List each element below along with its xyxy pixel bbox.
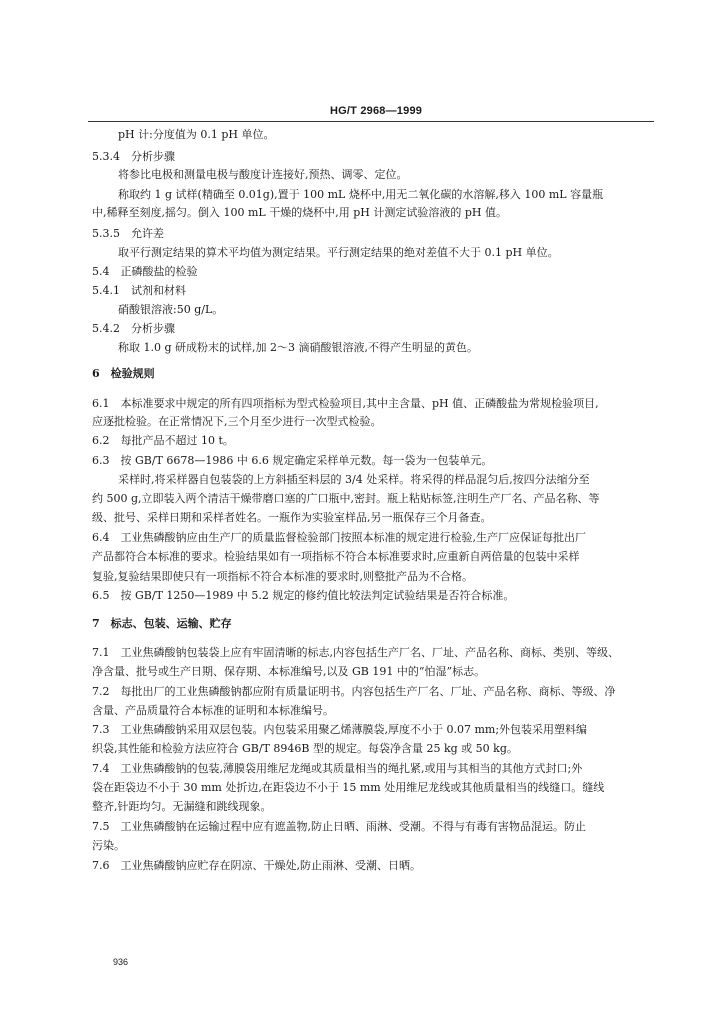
text-line: 污染。 [92,839,125,852]
text-line: 取平行测定结果的算术平均值为测定结果。平行测定结果的绝对差值不大于 0.1 pH 单位。 [118,246,559,259]
text-line: 7.2 每批出厂的工业焦磷酸钠都应附有质量证明书。内容包括生产厂名、厂址、产品名称、商标、等级、净 [92,685,616,698]
text-line: 7.1 工业焦磷酸钠包装袋上应有牢固清晰的标志,内容包括生产厂名、厂址、产品名称、商标、类别、等级、 [92,646,619,659]
text-line: 产品都符合本标准的要求。检验结果如有一项指标不符合本标准要求时,应重新自两倍量的包装中采样 [92,550,580,563]
text-line: 中,稀释至刻度,摇匀。倒入 100 mL 干燥的烧杯中,用 pH 计测定试验溶液的 pH 值。 [92,206,507,219]
text-line: 称取 1.0 g 研成粉末的试样,加 2～3 滴硝酸银溶液,不得产生明显的黄色。 [118,341,479,354]
text-line: 整齐,针距均匀。无漏缝和跳线现象。 [92,800,272,813]
text-line: 6.2 每批产品不超过 10 t。 [92,434,234,447]
text-line: 6.1 本标准要求中规定的所有四项指标为型式检验项目,其中主含量、pH 值、正磷酸盐为常规检验项目, [92,397,599,410]
text-line: 应逐批检验。在正常情况下,三个月至少进行一次型式检验。 [92,415,382,428]
text-line: 复验,复验结果即使只有一项指标不符合本标准的要求时,则整批产品为不合格。 [92,570,473,583]
chapter-heading: 7 标志、包装、运输、贮存 [92,617,232,630]
text-line: 7.6 工业焦磷酸钠应贮存在阴凉、干燥处,防止雨淋、受潮、日晒。 [92,859,421,872]
page-number: 936 [113,957,129,967]
text-line: 6.4 工业焦磷酸钠应由生产厂的质量监督检验部门按照本标准的规定进行检验,生产厂应保证每批出厂 [92,531,586,544]
text-line: 级、批号、采样日期和采样者姓名。一瓶作为实验室样品,另一瓶保存三个月备查。 [92,511,492,524]
chapter-heading: 6 检验规则 [92,367,155,380]
text-line: 采样时,将采样器自包装袋的上方斜插至料层的 3/4 处采样。将采得的样品混匀后,按四分法缩分至 [118,473,590,486]
text-line: 6.5 按 GB/T 1250—1989 中 5.2 规定的修约值比较法判定试验结果是否符合标准。 [92,589,515,602]
text-line: 将参比电极和测量电极与酸度计连接好,预热、调零、定位。 [118,168,408,181]
text-line: 织袋,其性能和检验方法应符合 GB/T 8946B 型的规定。每袋净含量 25 kg 或 50 kg。 [92,742,518,755]
text-line: 硝酸银溶液:50 g/L。 [118,303,224,316]
section-heading: 5.4.2 分析步骤 [92,322,175,335]
section-heading: 5.3.4 分析步骤 [92,150,175,163]
section-heading: 5.4 正磷酸盐的检验 [92,265,198,278]
header-rule [88,121,654,122]
text-line: 含量、产品质量符合本标准的证明和本标准编号。 [92,704,334,717]
section-heading: 5.3.5 允许差 [92,227,164,240]
text-line: 净含量、批号或生产日期、保存期、本标准编号,以及 GB 191 中的“怕湿”标志。 [92,665,486,678]
text-line: 袋在距袋边不小于 30 mm 处折边,在距袋边不小于 15 mm 处用维尼龙线或其他质量相当的线缝口。缝线 [92,781,605,794]
text-line: 7.5 工业焦磷酸钠在运输过程中应有遮盖物,防止日晒、雨淋、受潮。不得与有毒有害物品混运。防止 [92,820,586,833]
text-line: 7.4 工业焦磷酸钠的包装,薄膜袋用维尼龙绳或其质量相当的绳扎紧,或用与其相当的其他方式封口;外 [92,762,583,775]
section-heading: 5.4.1 试剂和材料 [92,284,186,297]
text-line: 7.3 工业焦磷酸钠采用双层包装。内包装采用聚乙烯薄膜袋,厚度不小于 0.07 mm;外包装采用塑料编 [92,723,588,736]
text-line: 称取约 1 g 试样(精确至 0.01g),置于 100 mL 烧杯中,用无二氧化碳的水溶解,移入 100 mL 容量瓶 [118,188,604,201]
text-line: pH 计:分度值为 0.1 pH 单位。 [118,128,275,141]
text-line: 6.3 按 GB/T 6678—1986 中 6.6 规定确定采样单元数。每一袋为一包装单元。 [92,454,493,467]
standard-number-header: HG/T 2968—1999 [330,105,423,117]
text-line: 约 500 g,立即装入两个清洁干燥带磨口塞的广口瓶中,密封。瓶上粘贴标签,注明生产厂名、产品名称、等 [92,492,600,505]
